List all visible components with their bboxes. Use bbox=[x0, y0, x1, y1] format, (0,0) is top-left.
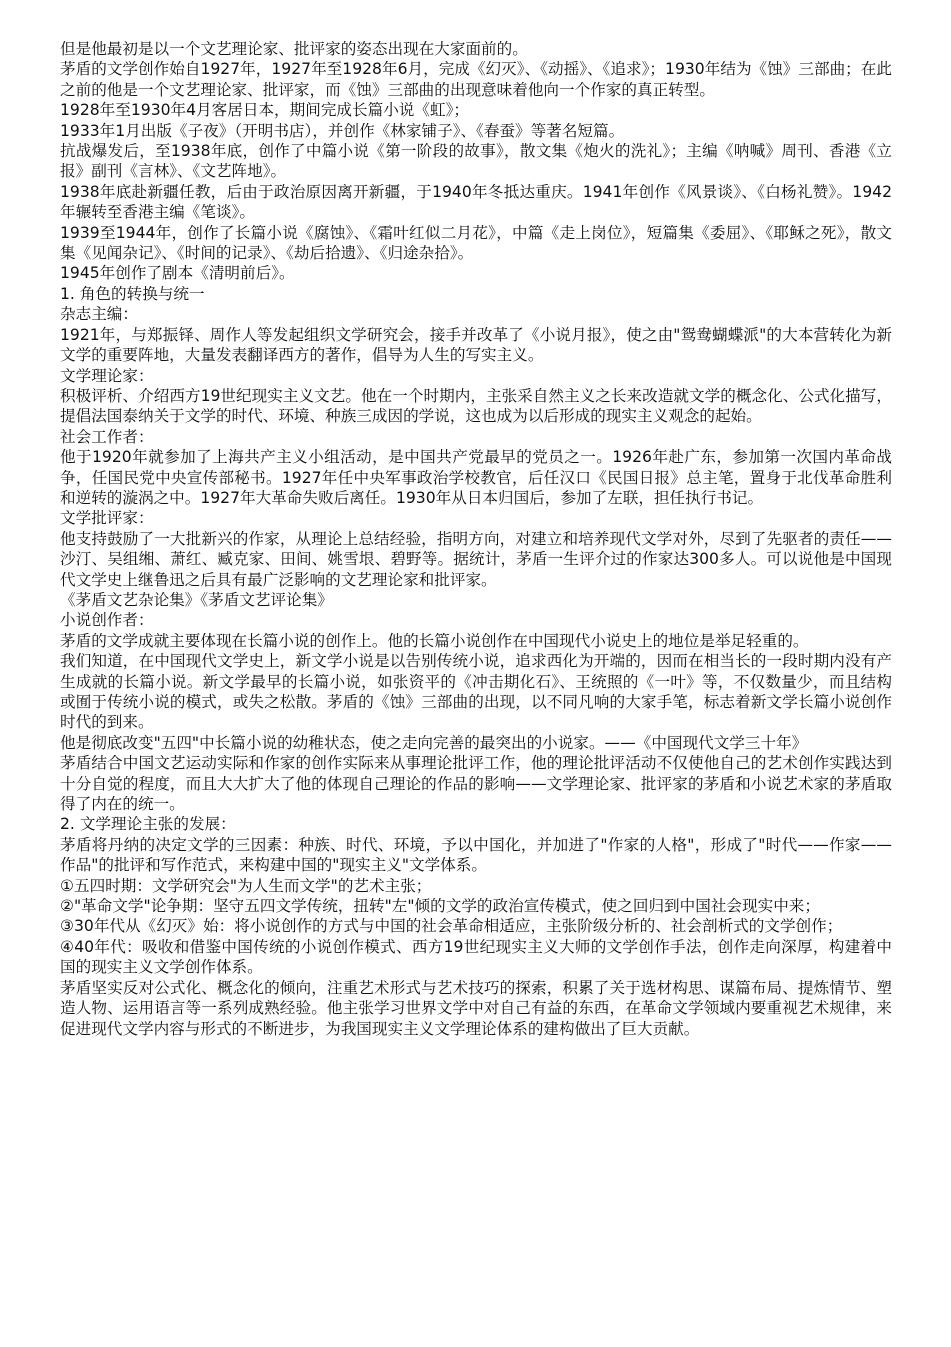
text-paragraph: 1921年，与郑振铎、周作人等发起组织文学研究会，接手并改革了《小说月报》，使之由"鸳鸯蝴蝶派"的大本营转化为新文学的重要阵地，大量发表翻译西方的著作，倡导为人生的写实主义。 bbox=[60, 325, 892, 365]
role-heading: 文学理论家： bbox=[60, 366, 154, 385]
section-heading: 2. 文学理论主张的发展： bbox=[60, 815, 236, 834]
text-paragraph: 茅盾坚实反对公式化、概念化的倾向，注重艺术形式与艺术技巧的探索，积累了关于选材构思、谋篇布局、提炼情节、塑造人物、运用语言等一系列成熟经验。他主张学习世界文学中对自己有益的东西，在革命文学领域内要重视艺术规律，来促进现代文学内容与形式的不断进步，为我国现实主义文学理论体系的建构做出了巨大贡献。 bbox=[60, 978, 892, 1038]
text-paragraph: 《茅盾文艺杂论集》《茅盾文艺评论集》 bbox=[60, 590, 333, 609]
text-paragraph: 我们知道，在中国现代文学史上，新文学小说是以告别传统小说，追求西化为开端的，因而在相当长的一段时期内没有产生成就的长篇小说。新文学最早的长篇小说，如张资平的《冲击期化石》、王统照的《一叶》等，不仅数量少，而且结构或囿于传统小说的模式，或失之松散。茅盾的《蚀》三部曲的出现，以不同凡响的大家手笔，标志着新文学长篇小说创作时代的到来。 bbox=[60, 652, 892, 732]
list-item: ①五四时期：文学研究会"为人生而文学"的艺术主张； bbox=[60, 876, 432, 895]
list-item: ③30年代从《幻灭》始：将小说创作的方式与中国的社会革命相适应，主张阶级分析的、社会剖析式的文学创作； bbox=[60, 917, 843, 936]
text-paragraph: 茅盾将丹纳的决定文学的三因素：种族、时代、环境，予以中国化，并加进了"作家的人格"，形成了"时代——作家——作品"的批评和写作范式，来构建中国的"现实主义"文学体系。 bbox=[60, 835, 892, 875]
document-page bbox=[60, 39, 892, 1039]
text-paragraph: 他于1920年就参加了上海共产主义小组活动，是中国共产党最早的党员之一。1926年赴广东，参加第一次国内革命战争，任国民党中央宣传部秘书。1927年任中央军事政治学校教官，后任汉口《民国日报》总主笔，置身于北伐革命胜利和逆转的漩涡之中。1927年大革命失败后离任。1930年从日本归国后，参加了左联，担任执行书记。 bbox=[60, 448, 892, 507]
list-item: ④40年代：吸收和借鉴中国传统的小说创作模式、西方19世纪现实主义大师的文学创作手法，创作走向深厚，构建着中国的现实主义文学创作体系。 bbox=[60, 937, 892, 977]
role-heading: 文学批评家： bbox=[60, 509, 154, 528]
text-paragraph: 1945年创作了剧本《清明前后》。 bbox=[60, 264, 295, 283]
text-paragraph: 1933年1月出版《子夜》（开明书店），并创作《林家铺子》、《春蚕》等著名短篇。 bbox=[60, 121, 625, 140]
text-paragraph: 茅盾结合中国文艺运动实际和作家的创作实际来从事理论批评工作，他的理论批评活动不仅使他自己的艺术创作实践达到十分自觉的程度，而且大大扩大了他的体现自己理论的作品的影响——文学理论家、批评家的茅盾和小说艺术家的茅盾取得了内在的统一。 bbox=[60, 754, 892, 814]
role-heading: 杂志主编： bbox=[60, 305, 138, 324]
text-paragraph: 茅盾的文学成就主要体现在长篇小说的创作上。他的长篇小说创作在中国现代小说史上的地位是举足轻重的。 bbox=[60, 631, 809, 650]
text-paragraph: 抗战爆发后，至1938年底，创作了中篇小说《第一阶段的故事》，散文集《炮火的洗礼》；主编《呐喊》周刊、香港《立报》副刊《言林》、《文艺阵地》。 bbox=[60, 142, 892, 181]
list-item: ②"革命文学"论争期：坚守五四文学传统，扭转"左"倾的文学的政治宣传模式，使之回归到中国社会现实中来； bbox=[60, 897, 820, 916]
text-paragraph: 但是他最初是以一个文艺理论家、批评家的姿态出现在大家面前的。 bbox=[60, 40, 528, 58]
role-heading: 社会工作者： bbox=[60, 427, 154, 446]
text-paragraph: 1939至1944年，创作了长篇小说《腐蚀》、《霜叶红似二月花》，中篇《走上岗位》，短篇集《委屈》、《耶稣之死》，散文集《见闻杂记》、《时间的记录》、《劫后拾遗》、《归途杂拾》。 bbox=[60, 223, 892, 263]
text-paragraph: 茅盾的文学创作始自1927年，1927年至1928年6月，完成《幻灭》、《动摇》、《追求》；1930年结为《蚀》三部曲；在此之前的他是一个文艺理论家、批评家，而《蚀》三部曲的出现意味着他向一个作家的真正转型。 bbox=[60, 60, 892, 99]
text-paragraph: 积极评析、介绍西方19世纪现实主义文艺。他在一个时期内，主张采自然主义之长来改造就文学的概念化、公式化描写，提倡法国泰纳关于文学的时代、环境、种族三成因的学说，这也成为以后形成的现实主义观念的起始。 bbox=[60, 386, 892, 426]
section-heading: 1. 角色的转换与统一 bbox=[60, 284, 205, 303]
text-paragraph: 他支持鼓励了一大批新兴的作家，从理论上总结经验，指明方向，对建立和培养现代文学对外，尽到了先驱者的责任——沙汀、吴组缃、萧红、臧克家、田间、姚雪垠、碧野等。据统计，茅盾一生评介过的作家达300多人。可以说他是中国现代文学史上继鲁迅之后具有最广泛影响的文艺理论家和批评家。 bbox=[60, 529, 892, 589]
text-paragraph: 1928年至1930年4月客居日本，期间完成长篇小说《虹》； bbox=[60, 101, 469, 120]
text-paragraph: 他是彻底改变"五四"中长篇小说的幼稚状态，使之走向完善的最突出的小说家。——《中国现代文学三十年》 bbox=[60, 733, 808, 752]
text-paragraph: 1938年底赴新疆任教，后由于政治原因离开新疆，于1940年冬抵达重庆。1941年创作《风景谈》、《白杨礼赞》。1942年辗转至香港主编《笔谈》。 bbox=[60, 182, 892, 222]
role-heading: 小说创作者： bbox=[60, 611, 154, 630]
